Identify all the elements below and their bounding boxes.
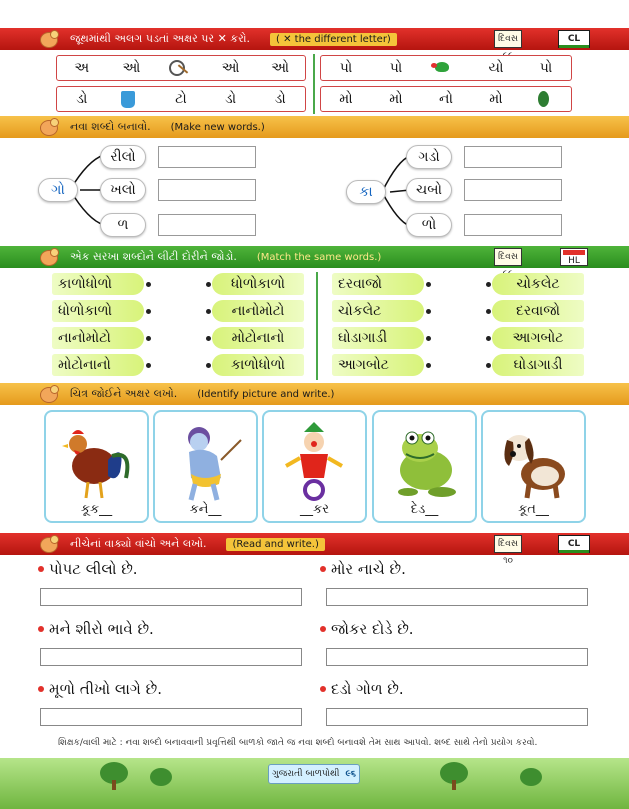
section5-title: નીચેનાં વાક્યો વાંચો અને લખો. bbox=[70, 537, 207, 550]
match-dot[interactable] bbox=[206, 336, 211, 341]
bullet-icon bbox=[320, 686, 326, 692]
match-word-right[interactable]: કાળોધોળો bbox=[212, 354, 304, 376]
left-word-2: ખલો bbox=[100, 178, 146, 202]
match-word-right[interactable]: આગબોટ bbox=[492, 327, 584, 349]
letter-cell[interactable]: ઓ bbox=[271, 60, 290, 76]
match-word-left[interactable]: કાળોધોળો bbox=[52, 273, 144, 295]
section2-subtitle: (Make new words.) bbox=[170, 121, 265, 133]
match-word-left[interactable]: મોટોનાનો bbox=[52, 354, 144, 376]
answer-box[interactable] bbox=[464, 179, 562, 201]
letter-cell[interactable]: ટો bbox=[175, 91, 187, 107]
section3-subtitle: (Match the same words.) bbox=[256, 251, 382, 263]
picture-caption: દેડ__ bbox=[410, 502, 439, 517]
book-name: ગુજરાતી બાળપોથી bbox=[272, 769, 340, 779]
match-word-right[interactable]: દરવાજો bbox=[492, 300, 584, 322]
letter-cell[interactable]: મો bbox=[489, 91, 503, 107]
letter-cell[interactable]: પો bbox=[339, 60, 353, 76]
frog-icon bbox=[384, 420, 466, 502]
match-dot[interactable] bbox=[486, 336, 491, 341]
match-word-left[interactable]: ચોકલેટ bbox=[332, 300, 424, 322]
bullet-icon bbox=[38, 626, 44, 632]
sentence-text: મને શીરો ભાવે છે. bbox=[49, 620, 154, 638]
writing-line[interactable] bbox=[326, 648, 588, 666]
bullet-icon bbox=[38, 566, 44, 572]
letter-cell[interactable]: પો bbox=[539, 60, 553, 76]
match-word-left[interactable]: ધોળોકાળો bbox=[52, 300, 144, 322]
right-hub-letter: કા bbox=[346, 180, 386, 204]
picture-card bbox=[44, 410, 149, 523]
match-word-left[interactable]: આગબોટ bbox=[332, 354, 424, 376]
picture-card bbox=[262, 410, 367, 523]
tree-icon bbox=[520, 768, 542, 786]
match-word-left[interactable]: દરવાજો bbox=[332, 273, 424, 295]
tree-trunk bbox=[112, 780, 116, 790]
match-word-right[interactable]: ધોળોકાળો bbox=[212, 273, 304, 295]
section1-title: જૂથમાંથી અલગ પડતાં અક્ષર પર ✕ કરો. bbox=[70, 32, 251, 45]
sentence bbox=[38, 560, 138, 578]
letter-cell[interactable]: નો bbox=[439, 91, 453, 107]
picture-caption: કને__ bbox=[189, 502, 222, 517]
match-word-left[interactable]: નાનોમોટો bbox=[52, 327, 144, 349]
dog-icon bbox=[493, 420, 575, 502]
answer-box[interactable] bbox=[464, 146, 562, 168]
left-word-1: રીલો bbox=[100, 145, 146, 169]
day-tag: દિવસ bbox=[494, 248, 522, 266]
mascot-icon bbox=[36, 248, 62, 266]
writing-line[interactable] bbox=[40, 648, 302, 666]
day-tag: દિવસ ૧૦ bbox=[494, 535, 522, 553]
section3-banner bbox=[0, 246, 629, 268]
answer-box[interactable] bbox=[158, 146, 256, 168]
match-word-right[interactable]: ચોકલેટ bbox=[492, 273, 584, 295]
rooster-icon bbox=[56, 420, 138, 502]
match-dot[interactable] bbox=[146, 363, 151, 368]
match-dot[interactable] bbox=[486, 282, 491, 287]
tree-trunk bbox=[452, 780, 456, 790]
writing-line[interactable] bbox=[40, 588, 302, 606]
right-word-1: ગડો bbox=[406, 145, 452, 169]
sentence bbox=[320, 560, 406, 578]
section4-subtitle: (Identify picture and write.) bbox=[197, 388, 335, 400]
match-dot[interactable] bbox=[206, 282, 211, 287]
joker-icon bbox=[274, 420, 356, 502]
letter-cell[interactable]: ડો bbox=[224, 91, 237, 107]
letter-cell[interactable]: ઓ bbox=[122, 60, 141, 76]
bullet-icon bbox=[38, 686, 44, 692]
page-number: ૯૬ bbox=[345, 769, 356, 779]
section1-subtitle: ( ✕ the different letter) bbox=[270, 33, 397, 46]
mascot-icon bbox=[36, 535, 62, 553]
left-hub-letter: ગો bbox=[38, 178, 78, 202]
section5-banner bbox=[0, 533, 629, 566]
sentence-text: મૂળો તીખો લાગે છે. bbox=[49, 680, 162, 698]
writing-line[interactable] bbox=[326, 588, 588, 606]
divider bbox=[316, 272, 318, 380]
letter-cell[interactable]: મો bbox=[389, 91, 403, 107]
sentence bbox=[320, 680, 404, 698]
day-tag: દિવસ bbox=[494, 30, 522, 48]
section5-subtitle: (Read and write.) bbox=[226, 538, 324, 551]
tree-icon bbox=[150, 768, 172, 786]
section4-title: ચિત્ર જોઈને અક્ષર લખો. bbox=[70, 387, 178, 400]
right-word-2: ચબો bbox=[406, 178, 452, 202]
letter-cell[interactable]: પો bbox=[389, 60, 403, 76]
sentence-text: પોપટ લીલો છે. bbox=[49, 560, 138, 578]
sentence bbox=[320, 620, 414, 638]
level-tag: CL bbox=[558, 535, 590, 553]
letter-cell[interactable]: ડો bbox=[76, 91, 88, 107]
writing-line[interactable] bbox=[326, 708, 588, 726]
letter-cell[interactable]: ડો bbox=[274, 91, 286, 107]
mascot-icon bbox=[36, 385, 62, 403]
match-dot[interactable] bbox=[426, 309, 431, 314]
sentence bbox=[38, 680, 162, 698]
match-dot[interactable] bbox=[206, 363, 211, 368]
picture-caption: કૂત__ bbox=[518, 502, 549, 517]
left-word-3: ળ bbox=[100, 213, 146, 237]
section2-title: નવા શબ્દો બનાવો. bbox=[70, 120, 151, 133]
picture-card bbox=[372, 410, 477, 523]
match-dot[interactable] bbox=[146, 282, 151, 287]
match-dot[interactable] bbox=[146, 336, 151, 341]
match-dot[interactable] bbox=[486, 363, 491, 368]
sentence-text: જોકર દોડે છે. bbox=[331, 620, 414, 638]
match-word-right[interactable]: મોટોનાનો bbox=[212, 327, 304, 349]
match-dot[interactable] bbox=[486, 309, 491, 314]
match-dot[interactable] bbox=[146, 309, 151, 314]
picture-caption: કૂક__ bbox=[80, 502, 113, 517]
answer-box[interactable] bbox=[158, 179, 256, 201]
teacher-note: શિક્ષક/વાલી માટે : નવા શબ્દો બનાવવાની પ્રવૃત્તિથી બાળકો જાતે જ નવા શબ્દો બનાવશે તેમ સાથ આપવો. શબ્દ સાથે તેનો પ્રયોગ કરવો. bbox=[58, 738, 538, 748]
letter-cell[interactable]: યો bbox=[488, 60, 504, 76]
krishna-icon bbox=[165, 420, 247, 502]
match-dot[interactable] bbox=[426, 363, 431, 368]
letter-cell[interactable]: મો bbox=[339, 91, 353, 107]
match-word-right[interactable]: નાનોમોટો bbox=[212, 300, 304, 322]
section4-banner bbox=[0, 383, 629, 405]
sentence bbox=[38, 620, 154, 638]
match-dot[interactable] bbox=[206, 309, 211, 314]
match-dot[interactable] bbox=[426, 336, 431, 341]
section3-title: એક સરખા શબ્દોને લીટી દોરીને જોડો. bbox=[70, 250, 237, 263]
sentence-text: દડો ગોળ છે. bbox=[331, 680, 404, 698]
answer-box[interactable] bbox=[464, 214, 562, 236]
page-number-plate bbox=[268, 764, 360, 784]
picture-card bbox=[481, 410, 586, 523]
match-word-right[interactable]: ઘોડાગાડી bbox=[492, 354, 584, 376]
bullet-icon bbox=[320, 626, 326, 632]
letter-cell[interactable]: ઓ bbox=[221, 60, 240, 76]
level-tag: HL bbox=[560, 248, 588, 266]
answer-box[interactable] bbox=[158, 214, 256, 236]
level-tag: CL bbox=[558, 30, 590, 48]
writing-line[interactable] bbox=[40, 708, 302, 726]
sentence-text: મોર નાચે છે. bbox=[331, 560, 406, 578]
letter-cell[interactable]: અ bbox=[74, 60, 90, 76]
right-word-3: ળો bbox=[406, 213, 452, 237]
picture-caption: __કર bbox=[300, 502, 329, 517]
picture-card bbox=[153, 410, 258, 523]
match-word-left[interactable]: ઘોડાગાડી bbox=[332, 327, 424, 349]
bullet-icon bbox=[320, 566, 326, 572]
match-dot[interactable] bbox=[426, 282, 431, 287]
